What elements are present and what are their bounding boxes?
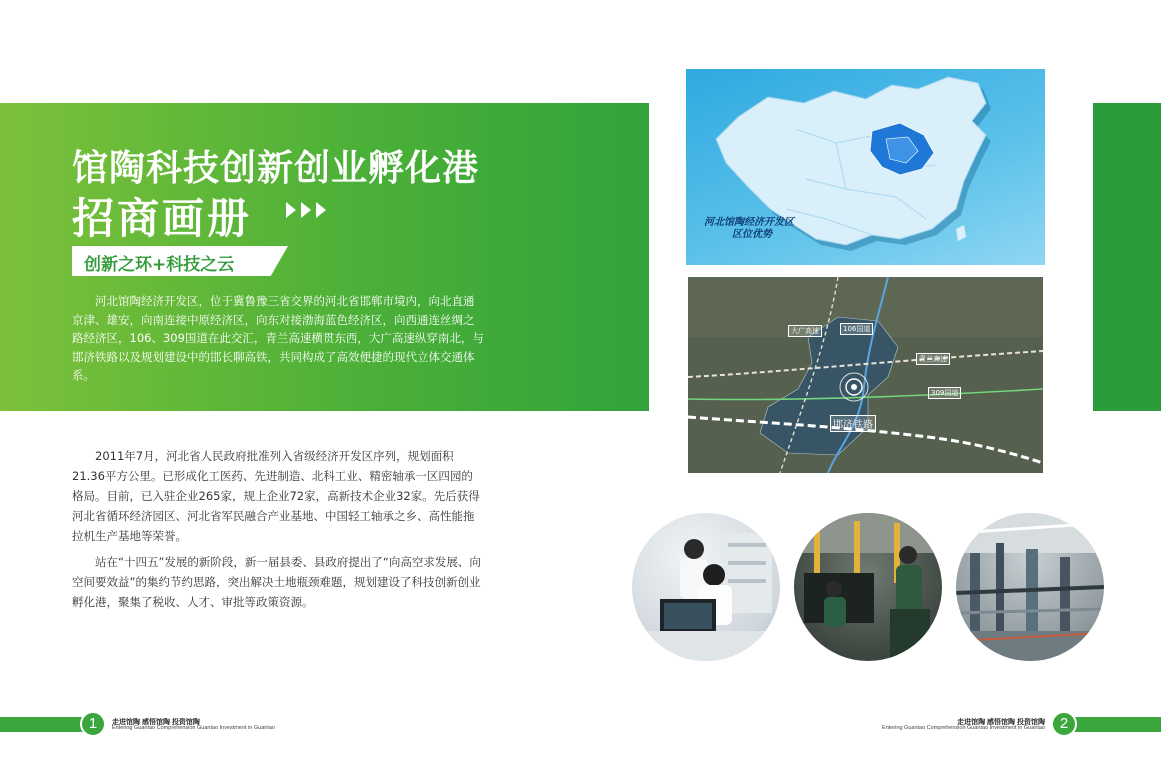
triple-arrow-icon [286,200,330,220]
footer-nav-en-right: Entering Guantao Comprehension Guantao Investment in Guantao [882,725,1045,731]
traffic-aerial-map [688,277,1043,473]
label-qinglan-expressway: 青兰高速 [916,353,950,365]
footer-bar-left [0,717,92,732]
lab-photo [632,513,780,661]
right-accent-strip [1093,103,1161,411]
label-daguang-expressway: 大广高速 [788,325,822,337]
map1-caption-line2: 区位优势 [732,229,772,240]
page-number-right: 2 [1051,711,1077,737]
footer-nav-cn-right: 走进馆陶 感悟馆陶 投资馆陶 [957,719,1045,726]
body-paragraph-2: 站在“十四五”发展的新阶段，新一届县委、县政府提出了“向高空求发展、向空间要效益”的集约节约思路，突出解决土地瓶颈难题，规划建设了科技创新创业孵化港，聚集了税收、人才、审批等政策资源。 [72,555,481,609]
footer-nav-cn-left: 走进馆陶 感悟馆陶 投资馆陶 [112,719,200,726]
body-paragraph-1: 2011年7月，河北省人民政府批准列入省级经济开发区序列，规划面积21.36平方公里。已形成化工医药、先进制造、北科工业、精密轴承一区四园的格局。目前，已入驻企业265家，规上企业72家，高新技术企业32家。先后获得河北省循环经济园区、河北省军民融合产业基地、中国轻工轴承之乡、高性能拖拉机生产基地等荣誉。 [72,449,480,543]
label-hanji-railway: 邯济铁路 [830,415,876,432]
page-number-left: 1 [80,711,106,737]
page-title-line2: 招商画册 [72,194,253,243]
footer-nav-en-left: Entering Guantao Comprehension Guantao Investment in Guantao [112,725,275,731]
industrial-photo [956,513,1104,661]
subtitle-text: 创新之环+科技之云 [84,255,235,275]
map1-caption-line1: 河北馆陶经济开发区 [704,217,794,228]
label-g309-road: 309国道 [928,387,961,399]
page-title-line1: 馆陶科技创新创业孵化港 [72,148,480,189]
china-location-map [686,69,1045,265]
factory-photo [794,513,942,661]
aerial-map-graphic [688,277,1043,473]
footer-bar-right [1064,717,1161,732]
label-g106-road: 106国道 [840,323,873,335]
map1-caption [704,217,794,241]
intro-paragraph: 河北馆陶经济开发区，位于冀鲁豫三省交界的河北省邯郸市境内，向北直通京津、雄安，向南连接中原经济区，向东对接渤海蓝色经济区，向西通连丝绸之路经济区，106、309国道在此交汇，青兰高速横贯东西，大广高速纵穿南北，与邯济铁路以及规划建设中的邯长聊高铁，共同构成了高效便捷的现代立体交通体系。 [72,294,484,382]
